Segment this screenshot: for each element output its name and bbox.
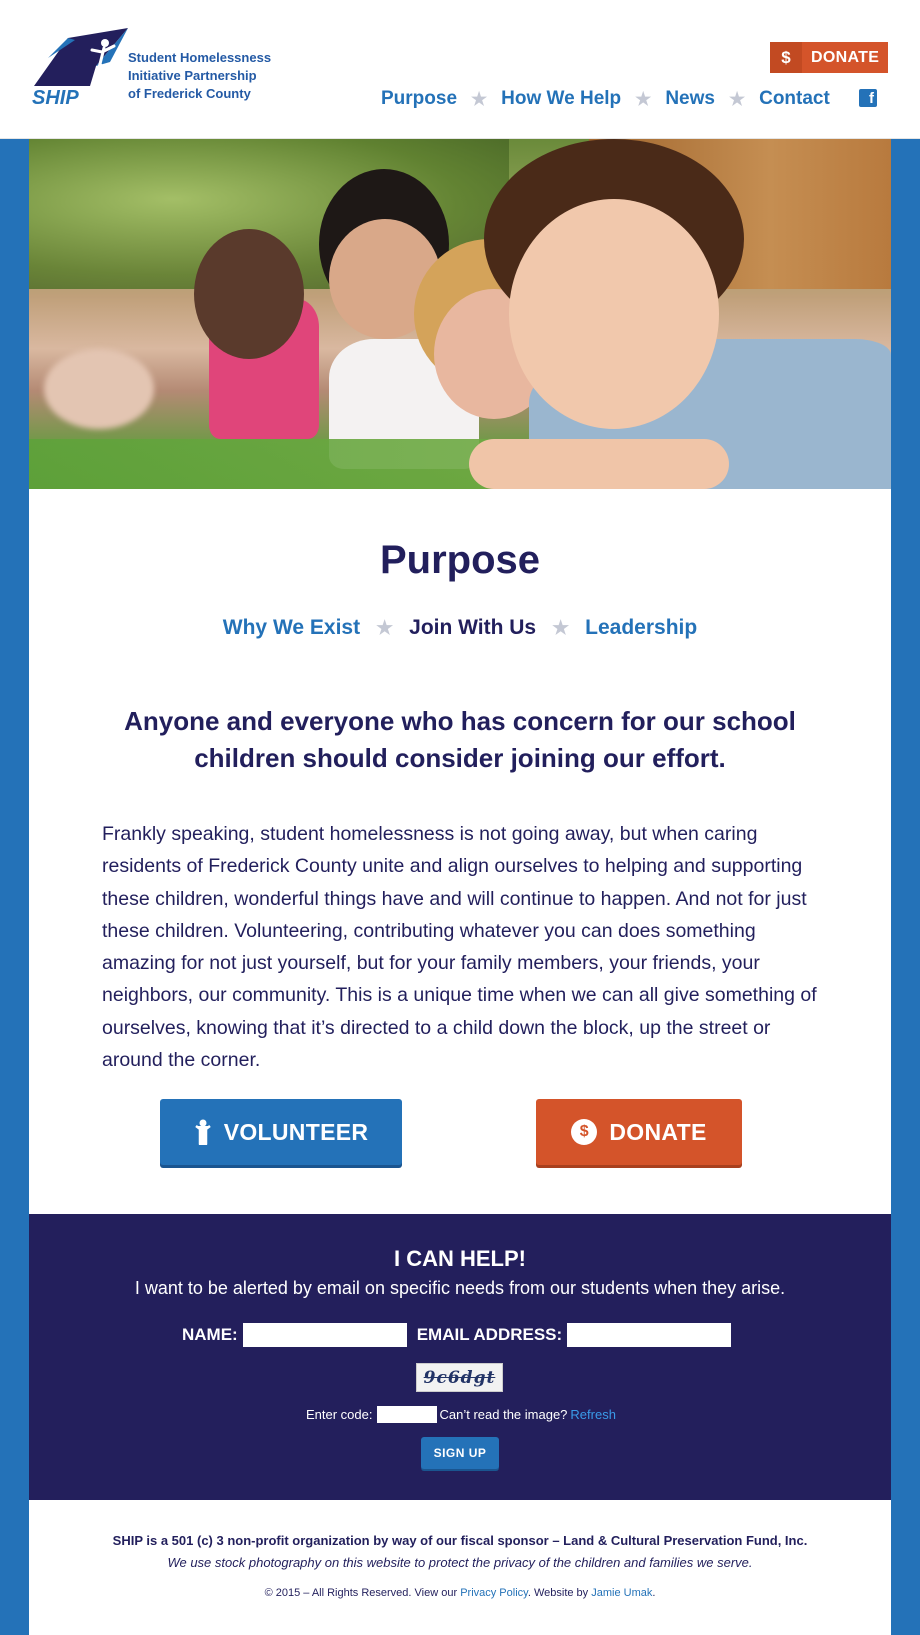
svg-text:SHIP: SHIP <box>32 87 79 106</box>
email-label: EMAIL ADDRESS: <box>416 1325 563 1344</box>
name-input[interactable] <box>243 1323 407 1347</box>
copyright-end: . <box>652 1587 656 1599</box>
nav-item-how-we-help[interactable]: How We Help <box>501 88 622 109</box>
page-title: Purpose <box>379 538 541 582</box>
name-label: NAME: <box>182 1325 238 1344</box>
code-label: Enter code: <box>306 1406 373 1422</box>
cant-read-text: Can’t read the image? <box>439 1406 568 1422</box>
header-donate-label: DONATE <box>811 48 880 66</box>
volunteer-label: VOLUNTEER <box>223 1118 369 1145</box>
signup-subtitle: I want to be alerted by email on specific needs from our students when they arise. <box>134 1278 786 1298</box>
subnav-why-we-exist[interactable]: Why We Exist <box>222 616 361 639</box>
captcha-code-input[interactable] <box>377 1406 437 1423</box>
captcha-refresh-link[interactable]: Refresh <box>570 1406 616 1422</box>
dollar-badge-icon: $ <box>571 1119 597 1145</box>
footer-copyright <box>0 1587 920 1599</box>
donate-label: DONATE <box>609 1118 707 1145</box>
ship-logo[interactable] <box>30 28 130 106</box>
hero-image <box>29 139 891 489</box>
body-paragraph: Frankly speaking, student homelessness is not going away, but when caring residents of Frederick County unite and align ourselves to helping and supporting these children, wonderful things have and will continue to happen. And not for just these children. Volunteering, contributing whatever you can does something amazing for not just yourself, but for your family members, your friends, your neighbors, our community. This is a unique time when we can all give something of ourselves, knowing that it’s directed to a child down the block, up the street or around the corner. <box>102 823 817 1072</box>
nav-item-contact[interactable]: Contact <box>759 88 830 109</box>
org-name[interactable] <box>128 49 271 103</box>
site-header <box>0 0 920 139</box>
header-donate-button[interactable] <box>770 42 888 73</box>
captcha-code-row <box>306 1405 616 1423</box>
copyright-text: © 2015 – All Rights Reserved. View our <box>264 1587 461 1599</box>
sign-up-button[interactable]: SIGN UP <box>421 1437 499 1469</box>
footer-photo-note: We use stock photography on this website to protect the privacy of the children and families we serve. <box>167 1555 753 1570</box>
star-separator-icon: ★ <box>552 617 570 639</box>
signup-title: I CAN HELP! <box>394 1246 526 1271</box>
privacy-policy-link[interactable]: Privacy Policy <box>460 1587 528 1599</box>
subnav-leadership[interactable]: Leadership <box>585 616 698 639</box>
email-input[interactable] <box>567 1323 731 1347</box>
star-separator-icon: ★ <box>635 88 652 109</box>
lead-heading: Anyone and everyone who has concern for our school children should consider joining our effort. <box>124 706 796 773</box>
captcha-image: 9c6dgt <box>416 1363 503 1392</box>
website-by-text: . Website by <box>527 1587 592 1599</box>
person-icon <box>194 1119 212 1145</box>
main-nav <box>381 86 830 112</box>
author-link[interactable]: Jamie Umak <box>591 1587 653 1599</box>
volunteer-button[interactable] <box>160 1099 402 1165</box>
dollar-icon: $ <box>770 42 802 73</box>
nav-item-purpose[interactable]: Purpose <box>381 88 458 109</box>
nav-item-news[interactable]: News <box>665 88 715 109</box>
donate-button[interactable] <box>536 1099 742 1165</box>
org-name-line-2: Initiative Partnership <box>128 68 257 83</box>
org-name-line-1: Student Homelessness <box>128 50 272 65</box>
org-name-line-3: of Frederick County <box>128 86 251 101</box>
star-separator-icon: ★ <box>376 617 394 639</box>
star-separator-icon: ★ <box>471 88 488 109</box>
signup-fields <box>182 1323 731 1347</box>
sub-nav <box>0 616 920 640</box>
footer-nonprofit-note: SHIP is a 501 (c) 3 non-profit organization by way of our fiscal sponsor – Land & Cultural Preservation Fund, Inc. <box>112 1533 808 1548</box>
subnav-join-with-us[interactable]: Join With Us <box>409 616 537 639</box>
star-separator-icon: ★ <box>728 88 746 109</box>
facebook-icon[interactable]: f <box>859 89 877 107</box>
